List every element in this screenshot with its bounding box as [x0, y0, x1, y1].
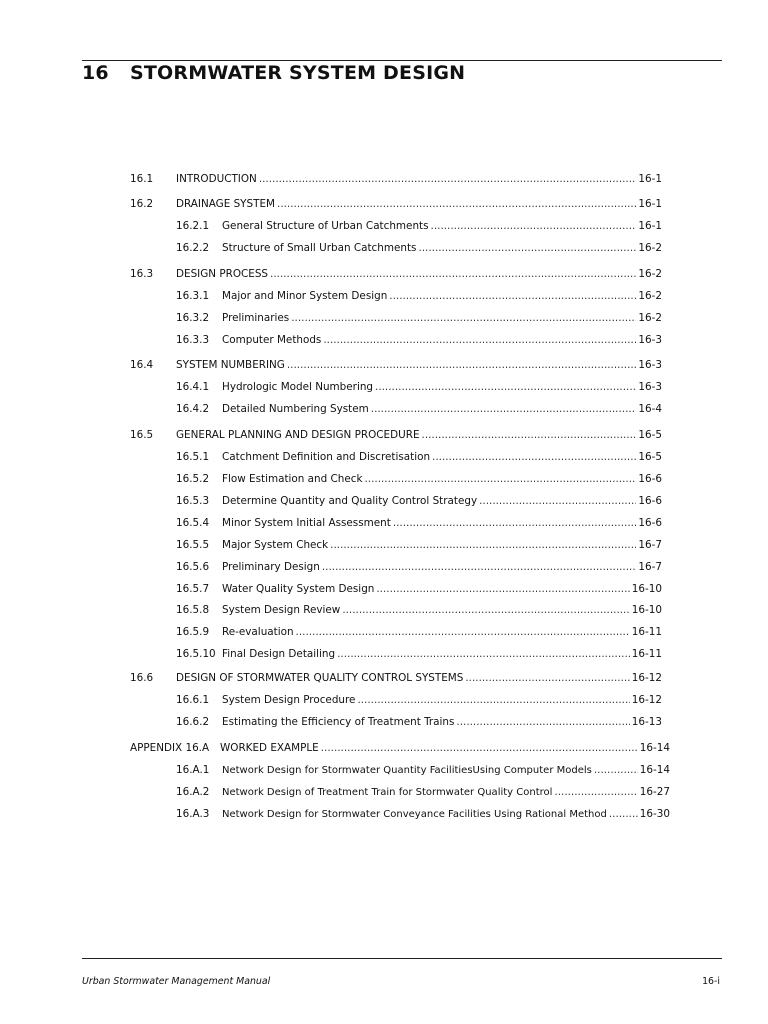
- toc-leader: [393, 516, 637, 530]
- toc-entry[interactable]: [176, 603, 662, 617]
- top-rule: [82, 60, 722, 61]
- toc-title: Network Design for Stormwater Quantity FacilitiesUsing Computer Models: [222, 765, 592, 776]
- toc-number: 16.5.8: [176, 604, 210, 616]
- toc-number: 16.2.1: [176, 220, 210, 232]
- toc-entry[interactable]: [176, 538, 662, 552]
- toc-page: 16-2: [638, 312, 662, 324]
- toc-leader: [337, 647, 630, 661]
- toc-page: 16-5: [638, 451, 662, 463]
- toc-title: DESIGN PROCESS: [176, 268, 269, 280]
- toc-title: Major System Check: [222, 539, 329, 551]
- toc-leader: [323, 333, 636, 347]
- toc-title: INTRODUCTION: [176, 173, 257, 185]
- toc-title: System Design Procedure: [222, 694, 356, 706]
- footer-page-number: 16-i: [702, 976, 720, 987]
- toc-number: 16.3.1: [176, 290, 210, 302]
- toc-number: 16.A.2: [176, 786, 210, 798]
- toc-leader: [418, 241, 636, 255]
- toc-number: 16.3.3: [176, 334, 210, 346]
- toc-page: 16-3: [638, 334, 662, 346]
- chapter-number: 16: [82, 62, 109, 84]
- toc-leader: [371, 402, 637, 416]
- toc-page: 16-30: [639, 808, 670, 820]
- toc-entry[interactable]: [176, 241, 662, 255]
- toc-entry[interactable]: [176, 402, 662, 416]
- toc-title: WORKED EXAMPLE: [220, 742, 319, 754]
- toc-entry[interactable]: [130, 267, 662, 281]
- toc-title: Network Design for Stormwater Conveyance Facilities Using Rational Method: [222, 809, 607, 820]
- toc-leader: [554, 785, 637, 799]
- toc-entry[interactable]: [130, 671, 662, 685]
- toc-title: Hydrologic Model Numbering: [222, 381, 374, 393]
- toc-leader: [270, 267, 636, 281]
- toc-leader: [259, 172, 637, 186]
- toc-leader: [432, 450, 636, 464]
- toc-title: SYSTEM NUMBERING: [176, 359, 285, 371]
- toc-entry[interactable]: [176, 763, 670, 777]
- toc-page: 16-7: [638, 561, 662, 573]
- toc-entry[interactable]: [176, 494, 662, 508]
- toc-page: 16-14: [639, 764, 670, 776]
- toc-number: 16.5.5: [176, 539, 210, 551]
- toc-leader: [291, 311, 636, 325]
- toc-title: Preliminary Design: [222, 561, 320, 573]
- footer-manual-title: Urban Stormwater Management Manual: [82, 976, 271, 987]
- toc-number: 16.5: [130, 429, 154, 441]
- toc-leader: [357, 693, 629, 707]
- toc-number: 16.5.3: [176, 495, 210, 507]
- toc-number: 16.6: [130, 672, 154, 684]
- toc-entry[interactable]: [176, 219, 662, 233]
- toc-leader: [342, 603, 629, 617]
- toc-number: 16.3.2: [176, 312, 210, 324]
- toc-title: Estimating the Efficiency of Treatment Trains: [222, 716, 455, 728]
- toc-page: 16-1: [638, 173, 662, 185]
- toc-leader: [322, 560, 637, 574]
- toc-number: 16.6.1: [176, 694, 210, 706]
- toc-number: 16.4.2: [176, 403, 210, 415]
- toc-page: 16-6: [638, 495, 662, 507]
- toc-entry[interactable]: [176, 625, 662, 639]
- toc-entry[interactable]: [176, 516, 662, 530]
- toc-page: 16-1: [638, 198, 662, 210]
- toc-page: 16-6: [638, 473, 662, 485]
- toc-number: 16.5.10: [176, 648, 216, 660]
- toc-leader: [609, 807, 638, 821]
- toc-leader: [287, 358, 637, 372]
- toc-page: 16-10: [631, 604, 662, 616]
- toc-number: 16.5.1: [176, 451, 210, 463]
- toc-leader: [277, 197, 636, 211]
- toc-page: 16-3: [638, 359, 662, 371]
- toc-leader: [465, 671, 629, 685]
- toc-title: DESIGN OF STORMWATER QUALITY CONTROL SYSTEMS: [176, 672, 464, 684]
- toc-title: Determine Quantity and Quality Control Strategy: [222, 495, 478, 507]
- toc-page: 16-6: [638, 517, 662, 529]
- toc-number: 16.5.6: [176, 561, 210, 573]
- toc-title: Network Design of Treatment Train for Stormwater Quality Control: [222, 787, 553, 798]
- toc-entry[interactable]: [176, 785, 670, 799]
- toc-entry[interactable]: [176, 450, 662, 464]
- toc-title: Detailed Numbering System: [222, 403, 369, 415]
- toc-entry[interactable]: [176, 333, 662, 347]
- toc-title: Preliminaries: [222, 312, 290, 324]
- toc-page: 16-12: [631, 672, 662, 684]
- toc-title: GENERAL PLANNING AND DESIGN PROCEDURE: [176, 429, 420, 441]
- toc-page: 16-13: [631, 716, 662, 728]
- toc-leader: [330, 538, 636, 552]
- toc-title: System Design Review: [222, 604, 341, 616]
- toc-leader: [389, 289, 636, 303]
- toc-title: Re-evaluation: [222, 626, 294, 638]
- toc-page: 16-7: [638, 539, 662, 551]
- chapter-title: STORMWATER SYSTEM DESIGN: [130, 62, 466, 84]
- toc-number: 16.A.1: [176, 764, 210, 776]
- toc-entry[interactable]: [176, 582, 662, 596]
- toc-page: 16-11: [631, 648, 662, 660]
- toc-entry[interactable]: [176, 472, 662, 486]
- toc-page: 16-12: [631, 694, 662, 706]
- toc-entry[interactable]: [130, 741, 670, 755]
- toc-title: Flow Estimation and Check: [222, 473, 363, 485]
- toc-number: 16.6.2: [176, 716, 210, 728]
- bottom-rule: [82, 958, 722, 959]
- toc-leader: [375, 380, 636, 394]
- toc-title: Major and Minor System Design: [222, 290, 388, 302]
- toc-number: 16.2.2: [176, 242, 210, 254]
- toc-leader: [431, 219, 637, 233]
- toc-leader: [296, 625, 630, 639]
- toc-title: General Structure of Urban Catchments: [222, 220, 429, 232]
- toc-title: Minor System Initial Assessment: [222, 517, 391, 529]
- toc-entry[interactable]: [130, 358, 662, 372]
- toc-entry[interactable]: [176, 560, 662, 574]
- toc-entry[interactable]: [130, 197, 662, 211]
- toc-page: 16-5: [638, 429, 662, 441]
- toc-entry[interactable]: [176, 647, 662, 661]
- toc-leader: [321, 741, 638, 755]
- toc-entry[interactable]: [176, 380, 662, 394]
- toc-number: 16.4.1: [176, 381, 210, 393]
- toc-page: 16-2: [638, 268, 662, 280]
- toc-number: 16.5.2: [176, 473, 210, 485]
- toc-number: 16.A.3: [176, 808, 210, 820]
- toc-title: Computer Methods: [222, 334, 322, 346]
- toc-page: 16-4: [638, 403, 662, 415]
- toc-entry[interactable]: [176, 807, 670, 821]
- toc-page: 16-10: [631, 583, 662, 595]
- toc-page: 16-11: [631, 626, 662, 638]
- toc-entry[interactable]: [130, 172, 662, 186]
- toc-number: 16.5.4: [176, 517, 210, 529]
- toc-page: 16-2: [638, 242, 662, 254]
- toc-page: 16-3: [638, 381, 662, 393]
- toc-leader: [456, 715, 629, 729]
- toc-page: 16-27: [639, 786, 670, 798]
- toc-title: Catchment Definition and Discretisation: [222, 451, 431, 463]
- toc-page: 16-1: [638, 220, 662, 232]
- toc-entry[interactable]: [176, 693, 662, 707]
- toc-entry[interactable]: [176, 289, 662, 303]
- toc-number: 16.1: [130, 173, 154, 185]
- toc-entry[interactable]: [176, 715, 662, 729]
- toc-number: 16.5.9: [176, 626, 210, 638]
- toc-leader: [594, 763, 638, 777]
- toc-entry[interactable]: [130, 428, 662, 442]
- chapter-heading: [82, 62, 465, 84]
- toc-number: 16.5.7: [176, 583, 210, 595]
- toc-number: APPENDIX 16.A: [130, 742, 210, 754]
- toc-number: 16.4: [130, 359, 154, 371]
- toc-title: Water Quality System Design: [222, 583, 375, 595]
- toc-title: Final Design Detailing: [222, 648, 336, 660]
- toc-title: DRAINAGE SYSTEM: [176, 198, 276, 210]
- toc-title: Structure of Small Urban Catchments: [222, 242, 417, 254]
- toc-leader: [364, 472, 636, 486]
- toc-page: 16-14: [639, 742, 670, 754]
- toc-leader: [479, 494, 636, 508]
- toc-leader: [422, 428, 637, 442]
- toc-page: 16-2: [638, 290, 662, 302]
- toc-number: 16.3: [130, 268, 154, 280]
- toc-entry[interactable]: [176, 311, 662, 325]
- toc-number: 16.2: [130, 198, 154, 210]
- toc-leader: [376, 582, 629, 596]
